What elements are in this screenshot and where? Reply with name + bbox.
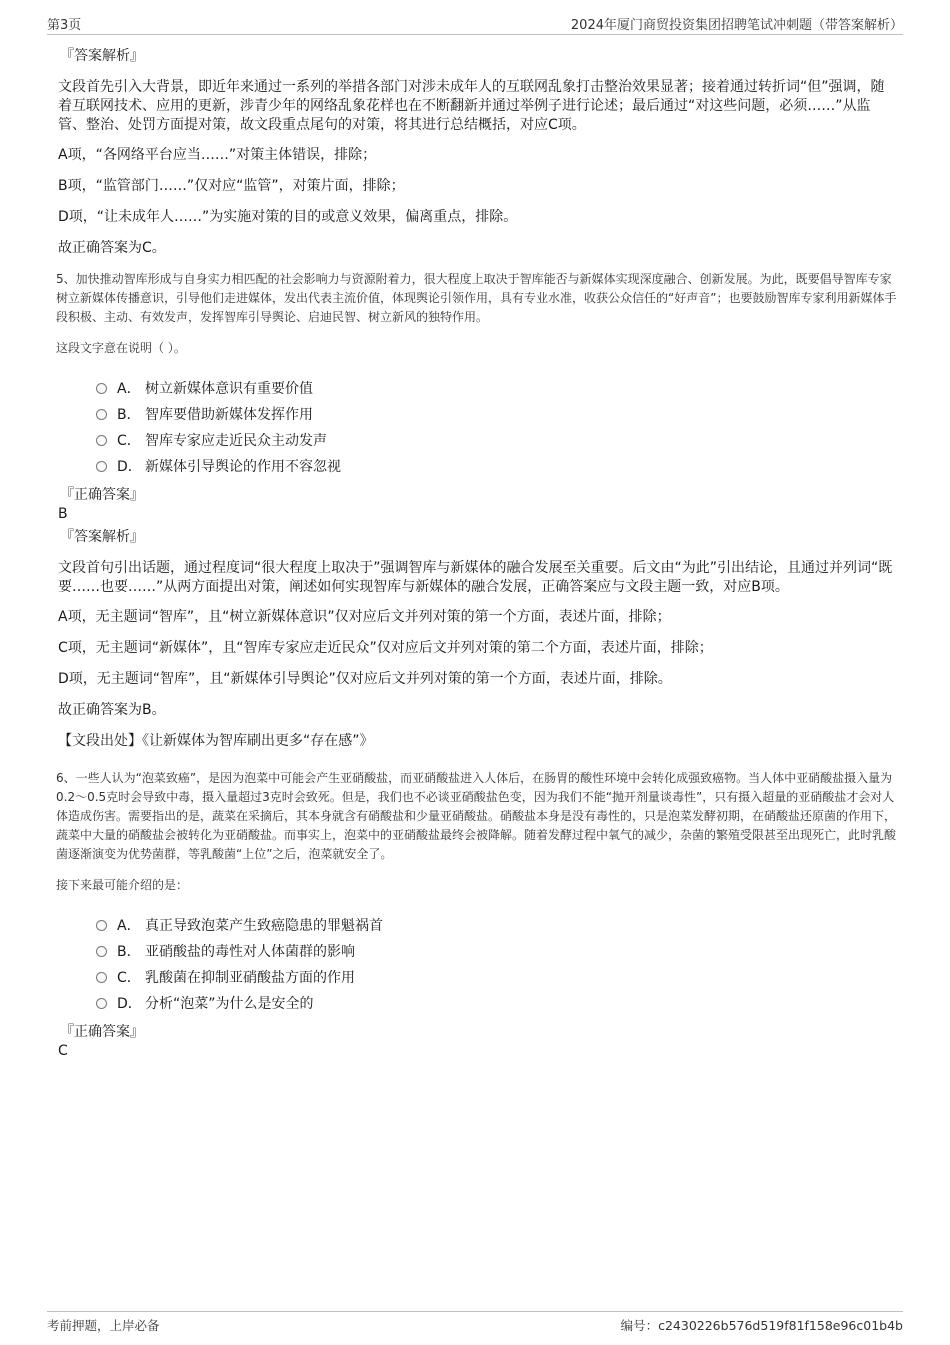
text-source: 【文段出处】《让新媒体为智库刷出更多“存在感”》: [58, 733, 374, 749]
radio-icon[interactable]: [96, 409, 107, 420]
radio-icon[interactable]: [96, 461, 107, 472]
option-letter: C．: [117, 433, 141, 449]
analysis-option-d: D项，“让未成年人……”为实施对策的目的或意义效果，偏离重点，排除。: [58, 209, 518, 225]
analysis-paragraph: 文段首先引入大背景，即近年来通过一系列的举措各部门对涉未成年人的互联网乱象打击整治效果显著；接着通过转折词“但”强调，随着互联网技术、应用的更新，涉青少年的网络乱象花样也在不断翻新并通过举例子进行论述；最后通过“对这些问题，必须……”从监管、整治、处罚方面提对策，故文段重点尾句的对策，将其进行总结概括，对应C项。: [58, 79, 885, 133]
option-a[interactable]: [96, 375, 898, 401]
option-letter: B．: [117, 944, 141, 960]
question-5-prompt: 这段文字意在说明（ ）。: [56, 341, 186, 355]
analysis-label: 『答案解析』: [60, 48, 144, 64]
option-text: 智库要借助新媒体发挥作用: [145, 407, 313, 423]
option-text: 分析“泡菜”为什么是安全的: [145, 996, 314, 1012]
correct-answer-label: 『正确答案』: [60, 487, 144, 503]
option-text: 真正导致泡菜产生致癌隐患的罪魁祸首: [145, 918, 383, 934]
option-text: 智库专家应走近民众主动发声: [145, 433, 327, 449]
option-letter: B．: [117, 407, 141, 423]
option-d[interactable]: [96, 990, 898, 1016]
question-5-text: 5、加快推动智库形成与自身实力相匹配的社会影响力与资源附着力，很大程度上取决于智库能否与新媒体实现深度融合、创新发展。为此，既要倡导智库专家树立新媒体传播意识，引导他们走进媒体，发出代表主流价值，体现舆论引领作用，具有专业水准，收获公众信任的“好声音”；也要鼓励智库专家利用新媒体手段积极、主动、有效发声，发挥智库引导舆论、启迪民智、树立新风的独特作用。: [56, 272, 897, 324]
radio-icon[interactable]: [96, 998, 107, 1009]
analysis-paragraph: 文段首句引出话题，通过程度词“很大程度上取决于”强调智库与新媒体的融合发展至关重要。后文由“为此”引出结论，且通过并列词“既要……也要……”从两方面提出对策，阐述如何实现智库与新媒体的融合发展，正确答案应与文段主题一致，对应B项。: [58, 560, 893, 595]
question-6-options: [96, 912, 898, 1016]
question-6-prompt: 接下来最可能介绍的是：: [56, 878, 189, 892]
footer-slogan: 考前押题，上岸必备: [47, 1318, 160, 1333]
option-letter: A．: [117, 381, 141, 397]
option-a[interactable]: [96, 912, 898, 938]
question-5-options: [96, 375, 898, 479]
analysis-option-a: A项，无主题词“智库”，且“树立新媒体意识”仅对应后文并列对策的第一个方面，表述片面，排除；: [58, 609, 671, 625]
radio-icon[interactable]: [96, 383, 107, 394]
radio-icon[interactable]: [96, 972, 107, 983]
option-b[interactable]: [96, 938, 898, 964]
option-text: 新媒体引导舆论的作用不容忽视: [145, 459, 341, 475]
option-b[interactable]: [96, 401, 898, 427]
page-number: 第3页: [47, 18, 82, 33]
correct-answer: B: [58, 506, 68, 522]
option-letter: D．: [117, 996, 142, 1012]
option-c[interactable]: [96, 964, 898, 990]
analysis-option-b: B项，“监管部门……”仅对应“监管”，对策片面，排除；: [58, 178, 405, 194]
document-title: 2024年厦门商贸投资集团招聘笔试冲刺题（带答案解析）: [570, 18, 903, 33]
analysis-option-c: C项，无主题词“新媒体”，且“智库专家应走近民众”仅对应后文并列对策的第二个方面，表述片面，排除；: [58, 640, 713, 656]
radio-icon[interactable]: [96, 435, 107, 446]
option-c[interactable]: [96, 427, 898, 453]
analysis-conclusion: 故正确答案为C。: [58, 240, 166, 256]
page-footer: [47, 1311, 903, 1337]
page-header: [47, 14, 903, 35]
analysis-option-a: A项，“各网络平台应当……”对策主体错误，排除；: [58, 147, 377, 163]
option-letter: D．: [117, 459, 142, 475]
option-letter: A．: [117, 918, 141, 934]
code-label: 编号：: [620, 1318, 659, 1333]
analysis-conclusion: 故正确答案为B。: [58, 702, 166, 718]
radio-icon[interactable]: [96, 920, 107, 931]
document-body: [56, 46, 898, 1064]
correct-answer: C: [58, 1043, 68, 1059]
correct-answer-label: 『正确答案』: [60, 1024, 144, 1040]
option-text: 亚硝酸盐的毒性对人体菌群的影响: [145, 944, 355, 960]
option-d[interactable]: [96, 453, 898, 479]
question-6-text: 6、一些人认为“泡菜致癌”，是因为泡菜中可能会产生亚硝酸盐，而亚硝酸盐进入人体后，在肠胃的酸性环境中会转化成强致癌物。当人体中亚硝酸盐摄入量为0.2～0.5克时会导致中毒，摄入量超过3克时会致死。但是，我们也不必谈亚硝酸盐色变，因为我们不能“抛开剂量谈毒性”，只有摄入超量的亚硝酸盐才会对人体造成伤害。需要指出的是，蔬菜在采摘后，其本身就含有硝酸盐和少量亚硝酸盐。硝酸盐本身是没有毒性的，只是泡菜发酵初期，在硝酸盐还原菌的作用下，蔬菜中大量的硝酸盐会被转化为亚硝酸盐。而事实上，泡菜中的亚硝酸盐最终会被降解。随着发酵过程中氧气的减少，杂菌的繁殖受限甚至出现死亡，此时乳酸菌逐渐演变为优势菌群，等乳酸菌“上位”之后，泡菜就安全了。: [56, 771, 897, 861]
radio-icon[interactable]: [96, 946, 107, 957]
document-code: [621, 1316, 903, 1334]
analysis-option-d: D项，无主题词“智库”，且“新媒体引导舆论”仅对应后文并列对策的第一个方面，表述片面，排除。: [58, 671, 672, 687]
option-text: 乳酸菌在抑制亚硝酸盐方面的作用: [145, 970, 355, 986]
analysis-label: 『答案解析』: [60, 529, 144, 545]
option-text: 树立新媒体意识有重要价值: [145, 381, 313, 397]
code-value: c2430226b576d519f81f158e96c01b4b: [658, 1318, 903, 1333]
option-letter: C．: [117, 970, 141, 986]
